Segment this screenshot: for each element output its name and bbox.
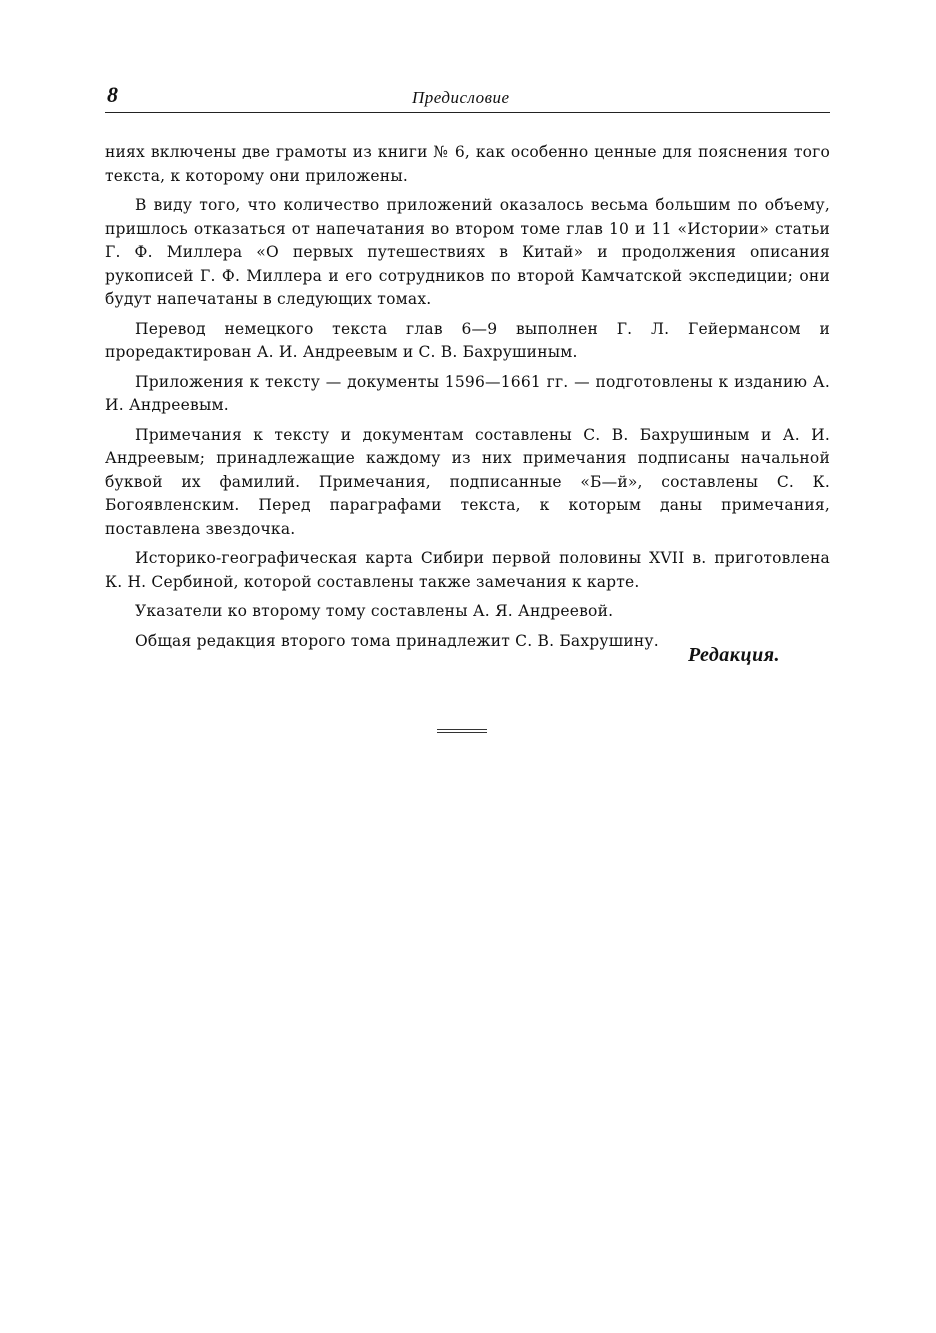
body-text: [105, 141, 830, 659]
page-number: 8: [107, 82, 118, 107]
header-rule: [105, 112, 830, 113]
paragraph-documents: Приложения к тексту — документы 1596—1661 гг. — подготовлены к изданию А. И. Андреевым.: [105, 372, 830, 414]
divider-line: [437, 732, 487, 733]
paragraph-appendices-volume: В виду того, что количество приложений оказалось весьма большим по объему, пришлось отказаться от напечатания во втором томе глав 10 и 11 «Истории» статьи Г. Ф. Миллера «О первых путешествиях в Китай» и продолжения описания рукописей Г. Ф. Миллера и его сотрудников по второй Камчатской экспедиции; они будут напечатаны в следующих томах.: [105, 196, 830, 308]
paragraph-notes: Примечания к тексту и документам составлены С. В. Бахрушиным и А. И. Андреевым; принадлежащие каждому из них примечания подписаны начальной буквой их фамилий. Примечания, подписанные «Б—й», составлены С. К. Богоявленским. Перед параграфами текста, к которым даны примечания, поставлена звездочка.: [105, 425, 830, 538]
paragraph-indexes: Указатели ко второму тому составлены А. Я. Андреевой.: [135, 602, 614, 620]
divider-line: [437, 729, 487, 730]
editorial-signature: Редакция.: [688, 644, 780, 666]
paragraph-map: Историко-географическая карта Сибири первой половины XVII в. приготовлена К. Н. Сербиной, которой составлены также замечания к карте.: [105, 549, 830, 591]
paragraph-translation: Перевод немецкого текста глав 6—9 выполнен Г. Л. Гейермансом и проредактирован А. И. Андреевым и С. В. Бахрушиным.: [105, 319, 830, 361]
section-end-divider: [437, 729, 487, 735]
paragraph-continuation: ниях включены две грамоты из книги № 6, как особенно ценные для пояснения того текста, к которому они приложены.: [105, 143, 830, 185]
paragraph-editorship: Общая редакция второго тома принадлежит С. В. Бахрушину.: [135, 631, 659, 650]
running-title: Предисловие: [412, 88, 510, 107]
